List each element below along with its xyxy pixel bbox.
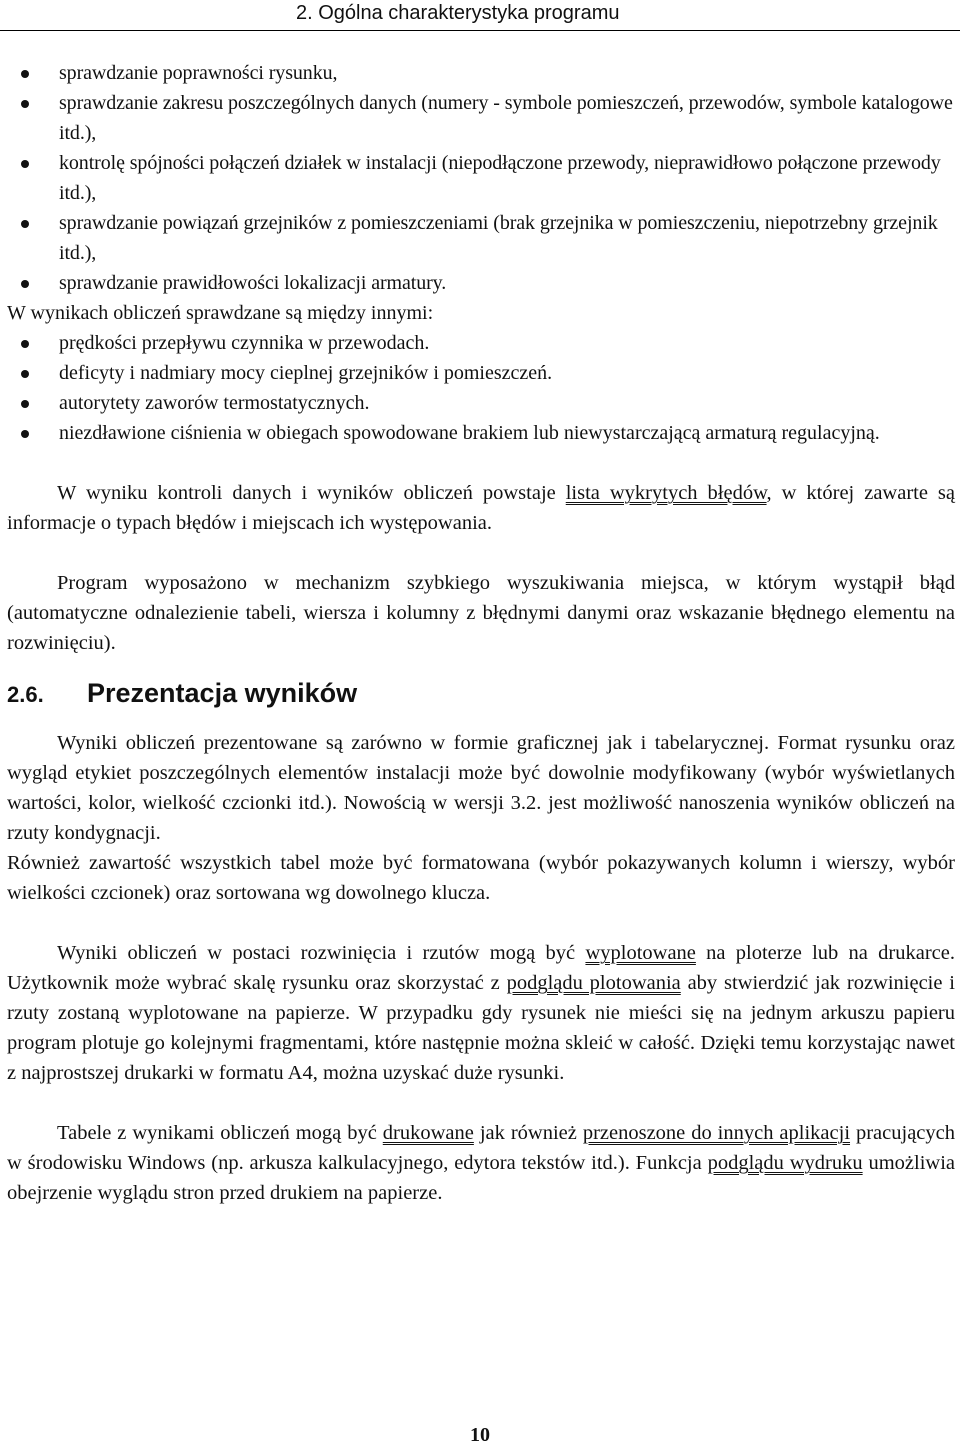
section-title: Prezentacja wyników xyxy=(87,678,358,708)
error-list-link[interactable]: lista wykrytych błędów xyxy=(565,482,767,504)
paragraph-text: W wyniku kontroli danych i wyników obliczeń powstaje xyxy=(57,482,566,504)
page-number: 10 xyxy=(470,1424,490,1446)
presentation-paragraph: Wyniki obliczeń prezentowane są zarówno w formie graficznej jak i tabelarycznej. Format rysunku oraz wygląd etykiet poszczególnych elementów instalacji może być dowolnie modyfikowany (wybór wyświetlanych wartości, kolor, wielkość czcionki itd.). Nowością w wersji 3.2. jest możliwość nanoszenia wyników obliczeń na rzuty kondygnacji. xyxy=(7,732,955,844)
print-preview-link[interactable]: podglądu wydruku xyxy=(707,1152,863,1174)
plot-link[interactable]: wyplotowane xyxy=(585,942,696,964)
list-item-text: sprawdzanie poprawności rysunku, xyxy=(59,62,338,84)
list-item xyxy=(7,148,955,208)
list-item-text: niezdławione ciśnienia w obiegach spowodowane brakiem lub niewystarczającą armaturą regulacyjną. xyxy=(59,422,880,444)
errors-paragraph xyxy=(7,478,955,538)
list-item xyxy=(7,388,955,418)
list-item-text: sprawdzanie prawidłowości lokalizacji armatury. xyxy=(59,272,447,294)
paragraph-text: umożliwia obejrzenie wyglądu stron przed drukiem na papierze. xyxy=(7,1152,955,1204)
paragraph-text: jak również xyxy=(473,1122,583,1144)
search-paragraph: Program wyposażono w mechanizm szybkiego wyszukiwania miejsca, w którym wystąpił błąd (automatyczne odnalezienie tabeli, wiersza i kolumny z błędnymi danymi oraz wskazanie błędnego elementu na rozwinięciu). xyxy=(7,572,955,654)
paragraph-text: aby stwierdzić jak rozwinięcie i rzuty zostaną wyplotowane na papierze. W przypadku gdy rysunek nie mieści się na jednym arkuszu papieru program plotuje go kolejnymi fragmentami, które następnie można skleić w całość. Dzięki temu korzystając nawet z najprostszej drukarki w formatu A4, można uzyskać duże rysunki. xyxy=(7,972,955,1084)
list-item xyxy=(7,58,955,88)
paragraph-text: Tabele z wynikami obliczeń mogą być xyxy=(57,1122,383,1144)
bullet-icon xyxy=(21,220,29,228)
section-heading xyxy=(7,678,955,728)
paragraph-text: pracujących w środowisku Windows (np. arkusza kalkulacyjnego, edytora tekstów itd.). Funkcja xyxy=(7,1122,955,1174)
paragraph-text: Wyniki obliczeń w postaci rozwinięcia i rzutów mogą być xyxy=(57,942,586,964)
plotting-paragraph xyxy=(7,938,955,1088)
results-intro: W wynikach obliczeń sprawdzane są między innymi: xyxy=(7,302,434,324)
bullet-icon xyxy=(21,400,29,408)
header-title: 2. Ogólna charakterystyka programu xyxy=(296,2,620,24)
list-item-text: autorytety zaworów termostatycznych. xyxy=(59,392,370,414)
page-header xyxy=(0,0,960,34)
results-list xyxy=(7,328,955,448)
page-content xyxy=(7,58,955,1208)
bullet-icon xyxy=(21,100,29,108)
list-item xyxy=(7,328,955,358)
list-item xyxy=(7,268,955,298)
paragraph-text: na ploterze lub na drukarce. Użytkownik może wybrać skalę rysunku oraz skorzystać z xyxy=(7,942,956,994)
list-item xyxy=(7,88,955,148)
bullet-icon xyxy=(21,340,29,348)
tables-paragraph xyxy=(7,1118,955,1208)
list-item-text: sprawdzanie powiązań grzejników z pomieszczeniami (brak grzejnika w pomieszczeniu, niepotrzebny grzejnik itd.), xyxy=(59,212,938,264)
list-item xyxy=(7,358,955,388)
plot-preview-link[interactable]: podglądu plotowania xyxy=(506,972,681,994)
print-link[interactable]: drukowane xyxy=(382,1122,474,1144)
section-number: 2.6. xyxy=(7,682,44,707)
export-link[interactable]: przenoszone do innych aplikacji xyxy=(582,1122,851,1144)
list-item-text: prędkości przepływu czynnika w przewodach. xyxy=(59,332,430,354)
checks-list xyxy=(7,58,955,298)
list-item xyxy=(7,418,955,448)
bullet-icon xyxy=(21,280,29,288)
header-rule xyxy=(0,30,960,31)
list-item xyxy=(7,208,955,268)
bullet-icon xyxy=(21,70,29,78)
list-item-text: deficyty i nadmiary mocy cieplnej grzejników i pomieszczeń. xyxy=(59,362,553,384)
formatting-paragraph: Również zawartość wszystkich tabel może być formatowana (wybór pokazywanych kolumn i wierszy, wybór wielkości czcionek) oraz sortowana wg dowolnego klucza. xyxy=(7,852,955,904)
list-item-text: sprawdzanie zakresu poszczególnych danych (numery - symbole pomieszczeń, przewodów, symbole katalogowe itd.), xyxy=(59,92,953,144)
bullet-icon xyxy=(21,370,29,378)
list-item-text: kontrolę spójności połączeń działek w instalacji (niepodłączone przewody, nieprawidłowo połączone przewody itd.), xyxy=(59,152,941,204)
paragraph-text: , w której zawarte są informacje o typach błędów i miejscach ich występowania. xyxy=(7,482,956,534)
bullet-icon xyxy=(21,160,29,168)
bullet-icon xyxy=(21,430,29,438)
